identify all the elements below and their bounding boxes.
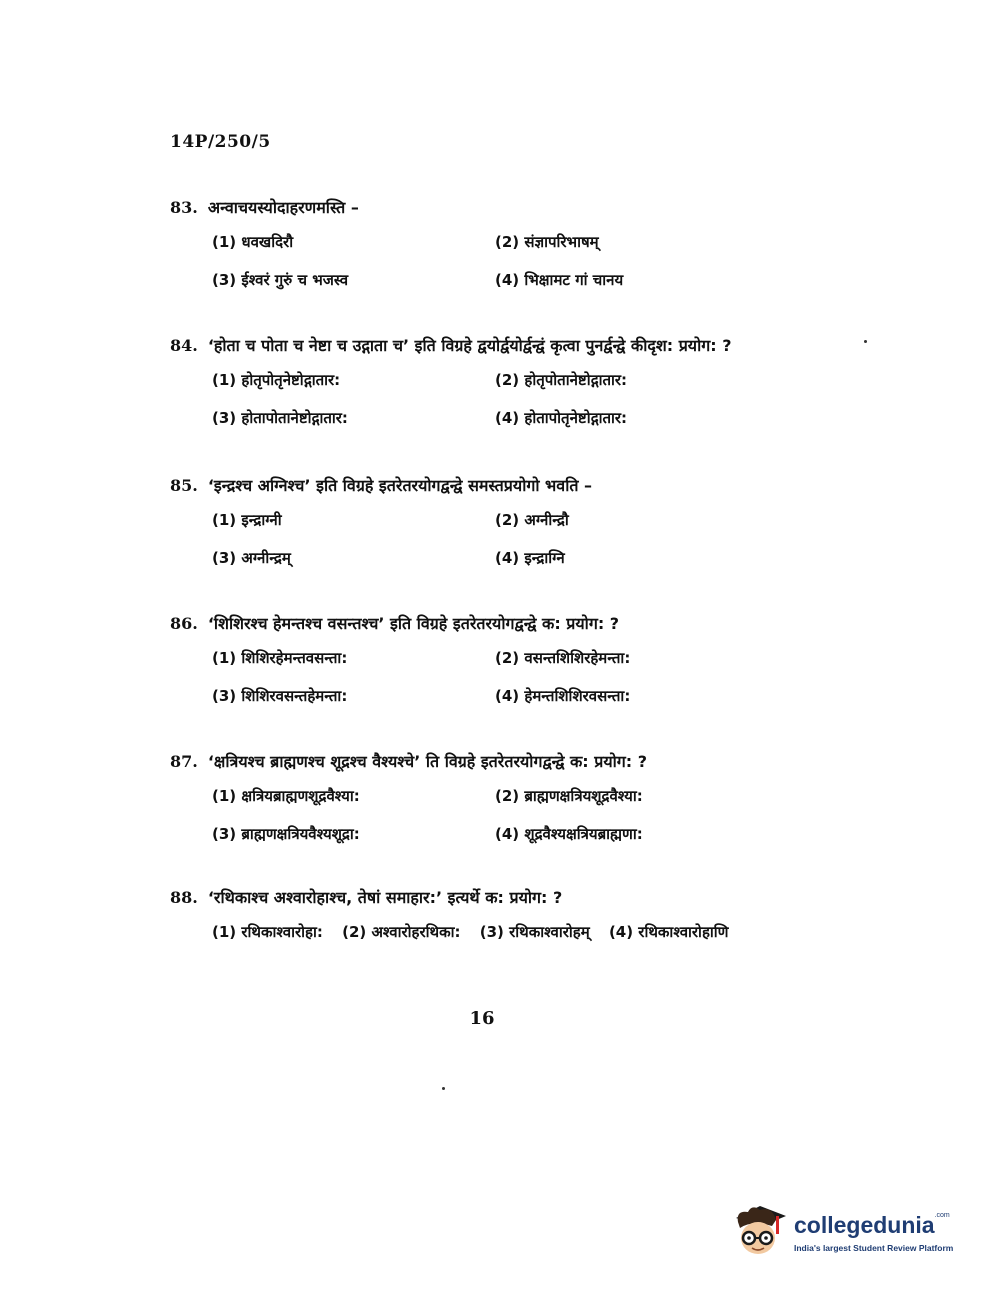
question-86: [170, 612, 830, 710]
logo-tagline: India's largest Student Review Platform: [794, 1243, 954, 1253]
option-1: (1) धवखदिरौ: [212, 233, 294, 251]
option-2: (2) अश्वारोहरथिका:: [342, 923, 461, 941]
scan-speck: [442, 1087, 445, 1090]
logo-suffix: .com: [934, 1212, 950, 1219]
question-number: 86.: [170, 614, 198, 633]
option-1: (1) होतृपोतृनेष्टोद्गातार:: [212, 371, 341, 389]
question-text: ‘इन्द्रश्च अग्निश्च’ इति विग्रहे इतरेतरयोगद्वन्द्वे समस्तप्रयोगो भवति –: [207, 476, 593, 495]
option-2: (2) संज्ञापरिभाषम्: [495, 233, 599, 251]
question-text: ‘क्षत्रियश्च ब्राह्मणश्च शूद्रश्च वैश्यश्चे’ ति विग्रहे इतरेतरयोगद्वन्द्वे क: प्रयोग: ?: [207, 752, 648, 771]
question-84: [170, 334, 830, 432]
scan-speck: [864, 340, 867, 343]
question-83: [170, 196, 830, 294]
question-88: [170, 886, 830, 942]
option-2: (2) अग्नीन्द्रौ: [495, 511, 569, 529]
question-text: अन्वाचयस्योदाहरणमस्ति –: [207, 198, 359, 217]
option-1: (1) शिशिरहेमन्तवसन्ता:: [212, 649, 348, 667]
collegedunia-logo: [732, 1196, 962, 1264]
option-4: (4) भिक्षामट गां चानय: [495, 271, 624, 289]
option-3: (3) ईश्वरं गुरुं च भजस्व: [212, 271, 349, 289]
option-4: (4) हेमन्तशिशिरवसन्ता:: [495, 687, 631, 705]
option-4: (4) होतापोतृनेष्टोद्गातार:: [495, 409, 628, 427]
option-3: (3) ब्राह्मणक्षत्रियवैश्यशूद्रा:: [212, 825, 360, 843]
question-number: 85.: [170, 476, 198, 495]
question-number: 88.: [170, 888, 198, 907]
logo-name: collegedunia: [794, 1212, 935, 1238]
option-1: (1) रथिकाश्वारोहा:: [212, 923, 323, 941]
question-text: ‘शिशिरश्च हेमन्तश्च वसन्तश्च’ इति विग्रहे इतरेतरयोगद्वन्द्वे क: प्रयोग: ?: [207, 614, 620, 633]
question-87: [170, 750, 830, 848]
option-4: (4) इन्द्राग्नि: [495, 549, 565, 567]
option-1: (1) क्षत्रियब्राह्मणशूद्रवैश्या:: [212, 787, 360, 805]
question-text: ‘रथिकाश्च अश्वारोहाश्च, तेषां समाहार:’ इत्यर्थे क: प्रयोग: ?: [207, 888, 563, 907]
option-2: (2) वसन्तशिशिरहेमन्ता:: [495, 649, 631, 667]
option-4: (4) शूद्रवैश्यक्षत्रियब्राह्मणा:: [495, 825, 643, 843]
option-1: (1) इन्द्राग्नी: [212, 511, 282, 529]
option-3: (3) शिशिरवसन्तहेमन्ता:: [212, 687, 348, 705]
question-number: 83.: [170, 198, 198, 217]
option-3: (3) होतापोतानेष्टोद्गातार:: [212, 409, 348, 427]
page-number: 16: [469, 1008, 495, 1029]
logo-wordmark: [794, 1212, 950, 1239]
question-number: 87.: [170, 752, 198, 771]
option-2: (2) ब्राह्मणक्षत्रियशूद्रवैश्या:: [495, 787, 643, 805]
option-2: (2) होतृपोतानेष्टोद्गातार:: [495, 371, 628, 389]
option-4: (4) रथिकाश्वारोहाणि: [608, 923, 729, 941]
option-3: (3) रथिकाश्वारोहम्: [479, 923, 590, 941]
paper-code: 14P/250/5: [170, 132, 271, 152]
question-85: [170, 474, 830, 572]
question-text: ‘होता च पोता च नेष्टा च उद्गाता च’ इति विग्रहे द्वयोर्द्वयोर्द्वन्द्वं कृत्वा पुनर्द्वन्द्वे कीदृश: प्रयोग: ?: [207, 336, 732, 355]
mascot-icon: [732, 1196, 790, 1264]
option-3: (3) अग्नीन्द्रम्: [212, 549, 291, 567]
question-number: 84.: [170, 336, 198, 355]
